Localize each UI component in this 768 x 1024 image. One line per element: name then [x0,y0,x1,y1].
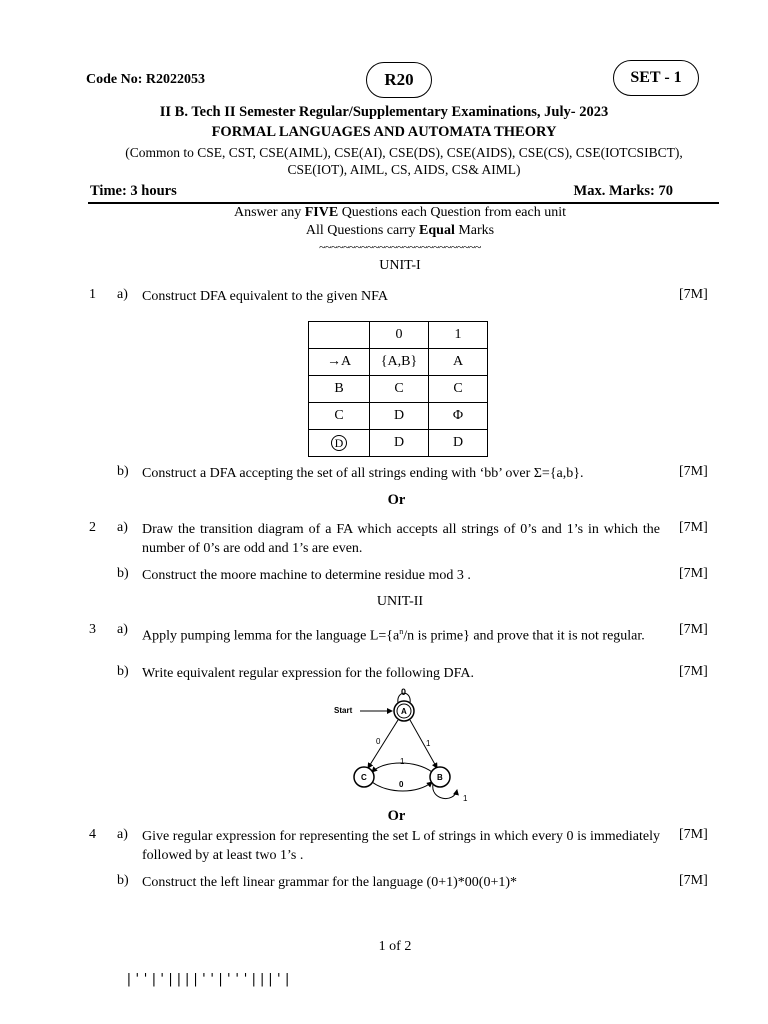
q4a-marks: [7M] [679,827,708,842]
table-cell: 0 [370,322,429,349]
table-cell: D [370,430,429,457]
q1b-label: b) [117,464,129,479]
dfa-diagram [320,684,480,808]
header-divider [88,202,719,204]
edge-a-to-c [368,720,398,768]
q4a-label: a) [117,827,128,842]
or-divider-1: Or [387,492,406,508]
unit-1-heading: UNIT-I [379,258,421,273]
a-loop-label: 0 [401,687,407,697]
q3a-label: a) [117,622,128,637]
start-label: Start [334,706,353,715]
table-cell: 1 [429,322,488,349]
exam-time: Time: 3 hours [90,183,177,199]
regulation-badge: R20 [366,62,432,98]
table-row [309,376,488,403]
q3b-marks: [7M] [679,664,708,679]
table-cell: B [309,376,370,403]
table-cell: Φ [429,403,488,430]
q1a-label: a) [117,287,128,302]
q2a-text: Draw the transition diagram of a FA which accepts all strings of 0’s and 1’s in which the number of 0’s are odd and 1’s are even. [142,522,660,556]
q2b-marks: [7M] [679,566,708,581]
code-number: Code No: R2022053 [86,72,205,87]
q3a-marks: [7M] [679,622,708,637]
q2a-marks: [7M] [679,520,708,535]
q1-number: 1 [89,287,96,302]
set-badge: SET - 1 [613,60,699,96]
barcode: |''|'||||''|'''|||'| [125,972,292,987]
state-a-label: A [401,707,407,716]
separator-tilde: ~~~~~~~~~~~~~~~~~~~~~~~~~~~ [319,240,481,254]
table-row [309,430,488,457]
or-divider-2: Or [387,808,406,824]
edge-b-to-c-label: 1 [400,757,405,766]
nfa-transition-table [308,321,488,457]
table-cell [309,322,370,349]
q2a-label: a) [117,520,128,535]
common-branches-line1: (Common to CSE, CST, CSE(AIML), CSE(AI), CSE(DS), CSE(AIDS), CSE(CS), CSE(IOTCSIBCT), [125,145,683,160]
q4b-text: Construct the left linear grammar for the language (0+1)*00(0+1)* [142,875,517,890]
table-cell [309,430,370,457]
table-cell: {A,B} [370,349,429,376]
edge-a-to-b [410,720,437,768]
max-marks: Max. Marks: 70 [573,183,673,199]
table-cell: →A [309,349,370,376]
instruction-line1: Answer any FIVE Questions each Question from each unit [233,205,567,220]
table-cell: C [370,376,429,403]
instruction-line2: All Questions carry Equal Marks [305,223,495,238]
table-row [309,349,488,376]
q1b-marks: [7M] [679,464,708,479]
table-header-row [309,322,488,349]
q3a-text: Apply pumping lemma for the language $L=\{a^n/n$ is prime} and prove that it is not regular. [142,627,645,644]
state-c-label: C [361,773,367,782]
page-number: 1 of 2 [378,939,412,954]
table-cell: C [429,376,488,403]
q3b-label: b) [117,664,129,679]
table-cell: A [429,349,488,376]
q4-number: 4 [89,827,96,842]
state-b-label: B [437,773,443,782]
q1b-text: Construct a DFA accepting the set of all strings ending with ‘bb’ over Σ={a,b}. [142,466,584,481]
table-row [309,403,488,430]
q1a-marks: [7M] [679,287,708,302]
q2-number: 2 [89,520,96,535]
b-loop-label: 1 [463,794,468,803]
q4b-label: b) [117,873,129,888]
unit-2-heading: UNIT-II [376,594,424,609]
edge-c-to-b-label: 0 [399,780,404,789]
q1a-text: Construct DFA equivalent to the given NFA [142,289,389,304]
q2b-label: b) [117,566,129,581]
common-branches-line2: CSE(IOT), AIML, CS, AIDS, CS& AIML) [287,162,521,177]
q4a-text: Give regular expression for representing the set L of strings in which every 0 is immediately followed by at least two 1’s . [142,829,660,863]
table-cell: D [370,403,429,430]
exam-title: II B. Tech II Semester Regular/Supplementary Examinations, July- 2023 [159,104,609,120]
q3b-text: Write equivalent regular expression for the following DFA. [142,666,474,681]
table-cell: D [429,430,488,457]
edge-a-to-c-label: 0 [376,737,381,746]
q4b-marks: [7M] [679,873,708,888]
q2b-text: Construct the moore machine to determine residue mod 3 . [142,568,471,583]
table-cell: C [309,403,370,430]
subject-title: FORMAL LANGUAGES AND AUTOMATA THEORY [211,124,557,140]
final-state-circle: D [331,435,347,451]
q3-number: 3 [89,622,96,637]
edge-a-to-b-label: 1 [426,739,431,748]
